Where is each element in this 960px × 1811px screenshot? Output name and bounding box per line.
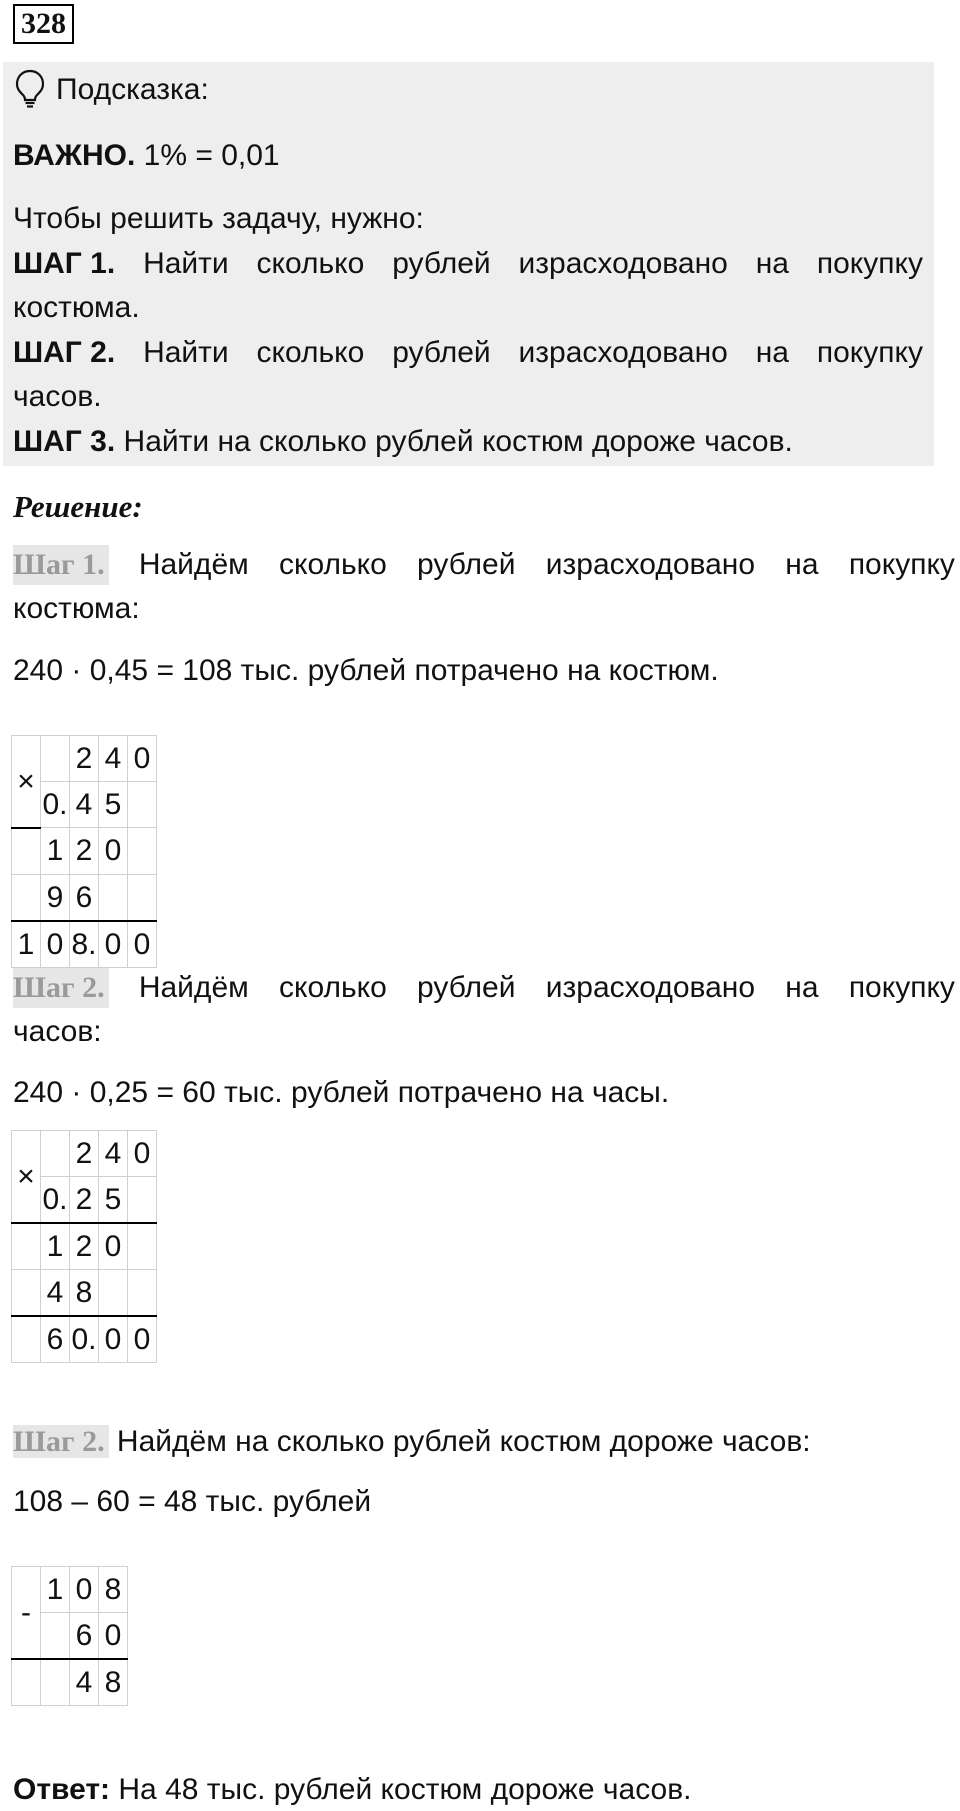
- digit-cell: [128, 874, 157, 921]
- result-cell: [41, 1659, 70, 1706]
- word: сколько: [256, 336, 365, 369]
- digit-cell: 0: [128, 1131, 157, 1177]
- answer-line: [13, 1770, 691, 1810]
- result-cell: 4: [70, 1659, 99, 1706]
- problem-number: 328: [13, 4, 74, 44]
- step1-equation: 240 · 0,45 = 108 тыс. рублей потрачено на костюм.: [13, 654, 719, 687]
- digit-cell: 4: [99, 1131, 128, 1177]
- hint-step3-line: [13, 422, 793, 462]
- digit-cell: 9: [41, 874, 70, 921]
- result-cell: 6: [41, 1316, 70, 1363]
- digit-cell: 6: [70, 874, 99, 921]
- word: на: [785, 971, 819, 1004]
- word: рублей: [417, 548, 516, 581]
- step2-line1: [13, 968, 955, 1008]
- digit-cell: 1: [41, 1567, 70, 1613]
- step1-line2: костюма:: [13, 592, 140, 625]
- result-cell: 1: [12, 921, 41, 968]
- hint-intro: Чтобы решить задачу, нужно:: [13, 202, 424, 235]
- digit-cell: 0: [99, 1223, 128, 1270]
- word: Найдём: [138, 548, 249, 581]
- result-cell: 0: [41, 921, 70, 968]
- digit-cell: 4: [99, 736, 128, 782]
- step3-badge: Шаг 2.: [13, 1425, 109, 1458]
- hint-step3-text: Найти на сколько рублей костюм дороже часов.: [123, 425, 793, 458]
- important-line: [13, 136, 280, 176]
- digit-cell: [12, 828, 41, 875]
- hint-header: [14, 70, 209, 110]
- digit-cell: [128, 1223, 157, 1270]
- hint-step1-line1: [13, 244, 923, 284]
- digit-cell: 0: [70, 1567, 99, 1613]
- digit-cell: 0: [99, 828, 128, 875]
- digit-cell: 2: [70, 828, 99, 875]
- word: на: [755, 247, 789, 280]
- lightbulb-icon: [14, 68, 46, 113]
- word: сколько: [279, 548, 387, 581]
- digit-cell: [12, 874, 41, 921]
- digit-cell: [128, 1177, 157, 1224]
- word: покупку: [848, 971, 955, 1004]
- word: Найдём: [138, 971, 249, 1004]
- word: израсходовано: [518, 247, 728, 280]
- word: на: [755, 336, 789, 369]
- digit-cell: 2: [70, 1177, 99, 1224]
- hint-title: Подсказка:: [56, 73, 209, 106]
- result-cell: [12, 1316, 41, 1363]
- digit-cell: [99, 874, 128, 921]
- digit-cell: [41, 1613, 70, 1660]
- word: рублей: [392, 336, 491, 369]
- word: израсходовано: [518, 336, 728, 369]
- result-cell: 0: [99, 1316, 128, 1363]
- digit-cell: 8: [70, 1270, 99, 1317]
- digit-cell: 5: [99, 782, 128, 828]
- step2-line2: часов:: [13, 1015, 102, 1048]
- minus-sign: -: [12, 1567, 41, 1660]
- digit-cell: 2: [70, 1223, 99, 1270]
- digit-cell: [99, 1270, 128, 1317]
- step3-subtraction: [11, 1566, 128, 1706]
- word: покупку: [816, 336, 923, 369]
- result-cell: [12, 1659, 41, 1706]
- word: рублей: [392, 247, 491, 280]
- digit-cell: [41, 1131, 70, 1177]
- answer-label: Ответ:: [13, 1773, 111, 1806]
- word: на: [785, 548, 819, 581]
- hint-step2-line2: часов.: [13, 380, 102, 413]
- digit-cell: 1: [41, 828, 70, 875]
- important-text: 1% = 0,01: [143, 139, 280, 172]
- digit-cell: 1: [41, 1223, 70, 1270]
- digit-cell: [12, 1270, 41, 1317]
- word: покупку: [848, 548, 955, 581]
- digit-cell: 4: [70, 782, 99, 828]
- hint-step1-line2: костюма.: [13, 291, 140, 324]
- word: израсходовано: [545, 548, 756, 581]
- digit-cell: 6: [70, 1613, 99, 1660]
- digit-cell: [128, 828, 157, 875]
- step3-text: Найдём на сколько рублей костюм дороже часов:: [116, 1425, 811, 1458]
- word: сколько: [256, 247, 365, 280]
- digit-cell: 2: [70, 736, 99, 782]
- word: рублей: [417, 971, 516, 1004]
- digit-cell: [128, 1270, 157, 1317]
- result-cell: 0: [128, 921, 157, 968]
- digit-cell: 0.: [41, 1177, 70, 1224]
- word: покупку: [816, 247, 923, 280]
- word: израсходовано: [545, 971, 756, 1004]
- step1-line1: [13, 545, 955, 585]
- digit-cell: [12, 1223, 41, 1270]
- step2-badge: Шаг 2.: [13, 968, 109, 1008]
- hint-step1-label: ШАГ 1.: [13, 247, 116, 280]
- hint-step3-label: ШАГ 3.: [13, 425, 116, 458]
- hint-step2-line1: [13, 333, 923, 373]
- hint-step2-label: ШАГ 2.: [13, 336, 116, 369]
- digit-cell: [128, 782, 157, 828]
- solution-title: Решение:: [13, 489, 143, 524]
- digit-cell: 8: [99, 1567, 128, 1613]
- word: Найти: [143, 336, 229, 369]
- step3-equation: 108 – 60 = 48 тыс. рублей: [13, 1485, 372, 1518]
- step2-equation: 240 · 0,25 = 60 тыс. рублей потрачено на часы.: [13, 1076, 670, 1109]
- result-cell: 8.: [70, 921, 99, 968]
- answer-text: На 48 тыс. рублей костюм дороже часов.: [118, 1773, 692, 1806]
- important-label: ВАЖНО.: [13, 139, 136, 172]
- result-cell: 0: [128, 1316, 157, 1363]
- multiply-sign: ×: [12, 1131, 41, 1224]
- result-cell: 0.: [70, 1316, 99, 1363]
- step2-multiplication: [11, 1130, 157, 1363]
- digit-cell: 2: [70, 1131, 99, 1177]
- multiply-sign: ×: [12, 736, 41, 828]
- digit-cell: [41, 736, 70, 782]
- digit-cell: 0.: [41, 782, 70, 828]
- result-cell: 8: [99, 1659, 128, 1706]
- digit-cell: 5: [99, 1177, 128, 1224]
- digit-cell: 0: [99, 1613, 128, 1660]
- result-cell: 0: [99, 921, 128, 968]
- digit-cell: 0: [128, 736, 157, 782]
- word: сколько: [279, 971, 387, 1004]
- word: Найти: [143, 247, 229, 280]
- step1-multiplication: [11, 735, 157, 968]
- step1-badge: Шаг 1.: [13, 545, 109, 585]
- digit-cell: 4: [41, 1270, 70, 1317]
- step3-line: [13, 1422, 811, 1462]
